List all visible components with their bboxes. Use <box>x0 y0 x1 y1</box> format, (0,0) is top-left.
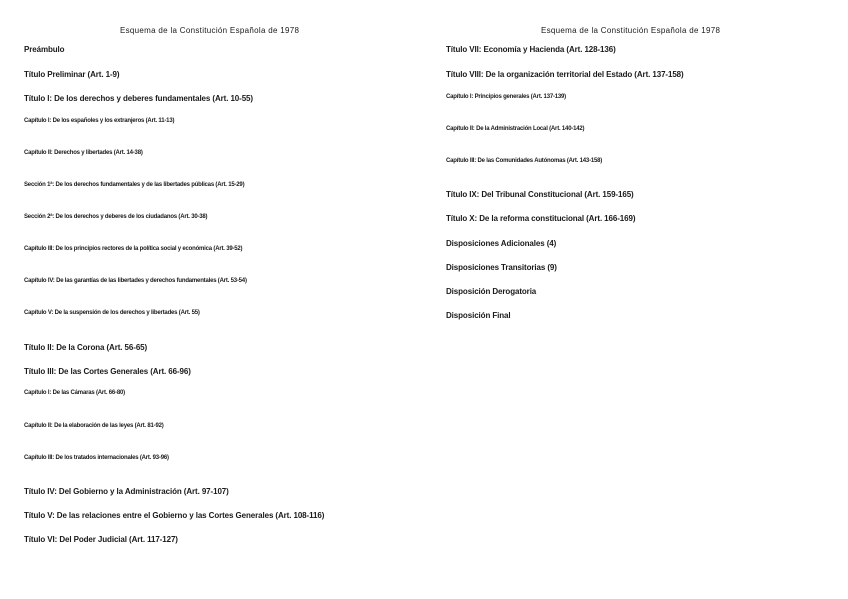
disposiciones-transitorias-entry: Disposiciones Transitorias (9) <box>446 263 557 272</box>
titulo-iii-capitulo-ii-entry: Capítulo II: De la elaboración de las leyes (Art. 81-92) <box>24 423 164 429</box>
titulo-iii-capitulo-iii-entry: Capítulo III: De los tratados internacionales (Art. 93-96) <box>24 455 169 461</box>
left-page <box>24 0 424 599</box>
titulo-i-capitulo-iv-entry: Capítulo IV: De las garantías de las libertades y derechos fundamentales (Art. 53-54) <box>24 278 247 284</box>
disposicion-derogatoria-entry: Disposición Derogatoria <box>446 287 537 296</box>
titulo-iv-entry: Título IV: Del Gobierno y la Administración (Art. 97-107) <box>24 487 229 496</box>
titulo-i-capitulo-v-entry: Capítulo V: De la suspensión de los derechos y libertades (Art. 55) <box>24 310 200 316</box>
disposiciones-adicionales-entry: Disposiciones Adicionales (4) <box>446 239 557 248</box>
left-page-heading: Esquema de la Constitución Española de 1978 <box>120 26 300 35</box>
titulo-iii-entry: Título III: De las Cortes Generales (Art. 66-96) <box>24 367 191 376</box>
seccion-1-entry: Sección 1ª: De los derechos fundamentales y de las libertades públicas (Art. 15-29) <box>24 182 245 188</box>
titulo-preliminar-entry: Título Preliminar (Art. 1-9) <box>24 70 120 79</box>
titulo-ix-entry: Título IX: Del Tribunal Constitucional (Art. 159-165) <box>446 190 634 199</box>
titulo-vi-entry: Título VI: Del Poder Judicial (Art. 117-127) <box>24 535 178 544</box>
titulo-i-capitulo-i-entry: Capítulo I: De los españoles y los extranjeros (Art. 11-13) <box>24 118 175 124</box>
titulo-viii-capitulo-i-entry: Capítulo I: Principios generales (Art. 137-139) <box>446 94 566 100</box>
titulo-viii-capitulo-iii-entry: Capítulo III: De las Comunidades Autónomas (Art. 143-158) <box>446 158 603 164</box>
right-page-heading: Esquema de la Constitución Española de 1978 <box>541 26 721 35</box>
seccion-2-entry: Sección 2ª: De los derechos y deberes de los ciudadanos (Art. 30-38) <box>24 214 208 220</box>
titulo-viii-entry: Título VIII: De la organización territorial del Estado (Art. 137-158) <box>446 70 684 79</box>
titulo-i-capitulo-ii-entry: Capítulo II: Derechos y libertades (Art. 14-38) <box>24 150 143 156</box>
preamble-entry: Preámbulo <box>24 45 65 54</box>
right-page <box>446 0 836 599</box>
titulo-v-entry: Título V: De las relaciones entre el Gobierno y las Cortes Generales (Art. 108-116) <box>24 511 325 520</box>
titulo-i-entry: Título I: De los derechos y deberes fundamentales (Art. 10-55) <box>24 94 253 103</box>
titulo-vii-entry: Título VII: Economía y Hacienda (Art. 128-136) <box>446 45 616 54</box>
titulo-x-entry: Título X: De la reforma constitucional (Art. 166-169) <box>446 214 636 223</box>
disposicion-final-entry: Disposición Final <box>446 311 511 320</box>
titulo-viii-capitulo-ii-entry: Capítulo II: De la Administración Local (Art. 140-142) <box>446 126 585 132</box>
titulo-ii-entry: Título II: De la Corona (Art. 56-65) <box>24 343 148 352</box>
titulo-i-capitulo-iii-entry: Capítulo III: De los principios rectores de la política social y económica (Art. 39-52) <box>24 246 243 252</box>
titulo-iii-capitulo-i-entry: Capítulo I: De las Cámaras (Art. 66-80) <box>24 390 125 396</box>
